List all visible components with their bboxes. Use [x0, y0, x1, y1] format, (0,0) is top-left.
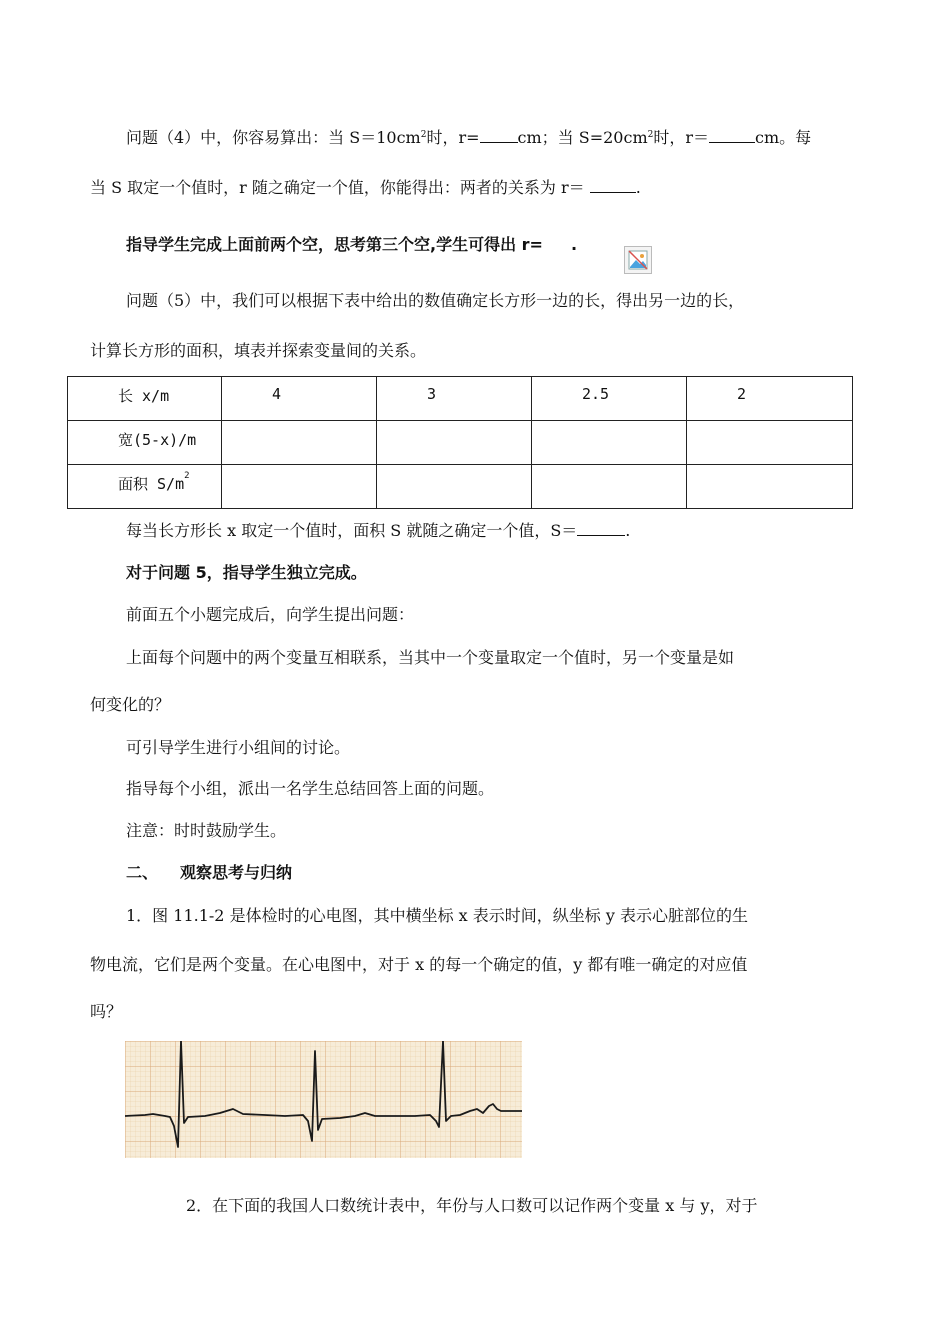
table-row	[68, 465, 853, 509]
table-cell-input[interactable]	[532, 421, 687, 465]
p1-line2: 当 S 取定一个值时，r 随之确定一个值，你能得出：两者的关系为 r＝ .	[90, 178, 641, 197]
table-row: 长 x/m 4 3 2.5 2	[68, 377, 853, 421]
table-cell-input[interactable]	[377, 465, 532, 509]
row-label-width: 宽(5-x)/m	[118, 431, 197, 449]
table-cell-input[interactable]	[687, 421, 853, 465]
table-cell-input[interactable]	[222, 421, 377, 465]
p3: 每当长方形长 x 取定一个值时，面积 S 就随之确定一个值，S＝ .	[126, 521, 631, 540]
row-label-area: 面积 $S/m^2$	[118, 471, 190, 493]
p2-line1: 问题（5）中，我们可以根据下表中给出的数值确定长方形一边的长，得出另一边的长，	[126, 291, 745, 310]
table-cell-input[interactable]	[532, 465, 687, 509]
table-cell-input[interactable]	[687, 465, 853, 509]
p4: 前面五个小题完成后，向学生提出问题：	[126, 605, 415, 624]
q2-line1: 2．在下面的我国人口数统计表中，年份与人口数可以记作两个变量 x 与 y，对于	[186, 1196, 758, 1215]
p1-line1: 问题（4）中，你容易算出：当 $S=10cm^2$时，r= cm；当 $S=20cm^2$时，r＝ cm。每	[126, 128, 812, 147]
bold-instruction-1: 指导学生完成上面前两个空，思考第三个空,学生可得出 r= .	[126, 235, 578, 254]
table-cell-input[interactable]	[222, 465, 377, 509]
q1-line1: 1．图 11.1-2 是体检时的心电图，其中横坐标 x 表示时间，纵坐标 y 表示心脏部位的生	[126, 906, 748, 925]
p8: 注意：时时鼓励学生。	[126, 821, 287, 840]
p5-line1: 上面每个问题中的两个变量互相联系，当其中一个变量取定一个值时，另一个变量是如	[126, 648, 735, 667]
q1-line2: 物电流，它们是两个变量。在心电图中，对于 x 的每一个确定的值，y 都有唯一确定的对应值	[90, 955, 748, 974]
blank-r-relation[interactable]	[590, 177, 636, 193]
table-cell-input[interactable]	[377, 421, 532, 465]
bold-instruction-2: 对于问题 5，指导学生独立完成。	[126, 563, 367, 582]
rectangle-table	[67, 376, 853, 509]
row-label-length: 长 x/m	[118, 387, 170, 405]
blank-r2[interactable]	[709, 127, 755, 143]
broken-image-icon	[624, 246, 652, 274]
table-row	[68, 421, 853, 465]
q1-line3: 吗？	[90, 1002, 123, 1021]
section-heading	[126, 863, 292, 883]
p5-line2: 何变化的？	[90, 695, 171, 714]
p2-line2: 计算长方形的面积，填表并探索变量间的关系。	[90, 341, 427, 360]
ecg-image	[125, 1041, 522, 1158]
p7: 指导每个小组，派出一名学生总结回答上面的问题。	[126, 779, 495, 798]
section-number: 二、	[126, 863, 159, 882]
blank-s-formula[interactable]	[577, 520, 625, 536]
blank-r1[interactable]	[480, 127, 518, 143]
section-title: 观察思考与归纳	[180, 863, 293, 882]
p6: 可引导学生进行小组间的讨论。	[126, 738, 351, 757]
